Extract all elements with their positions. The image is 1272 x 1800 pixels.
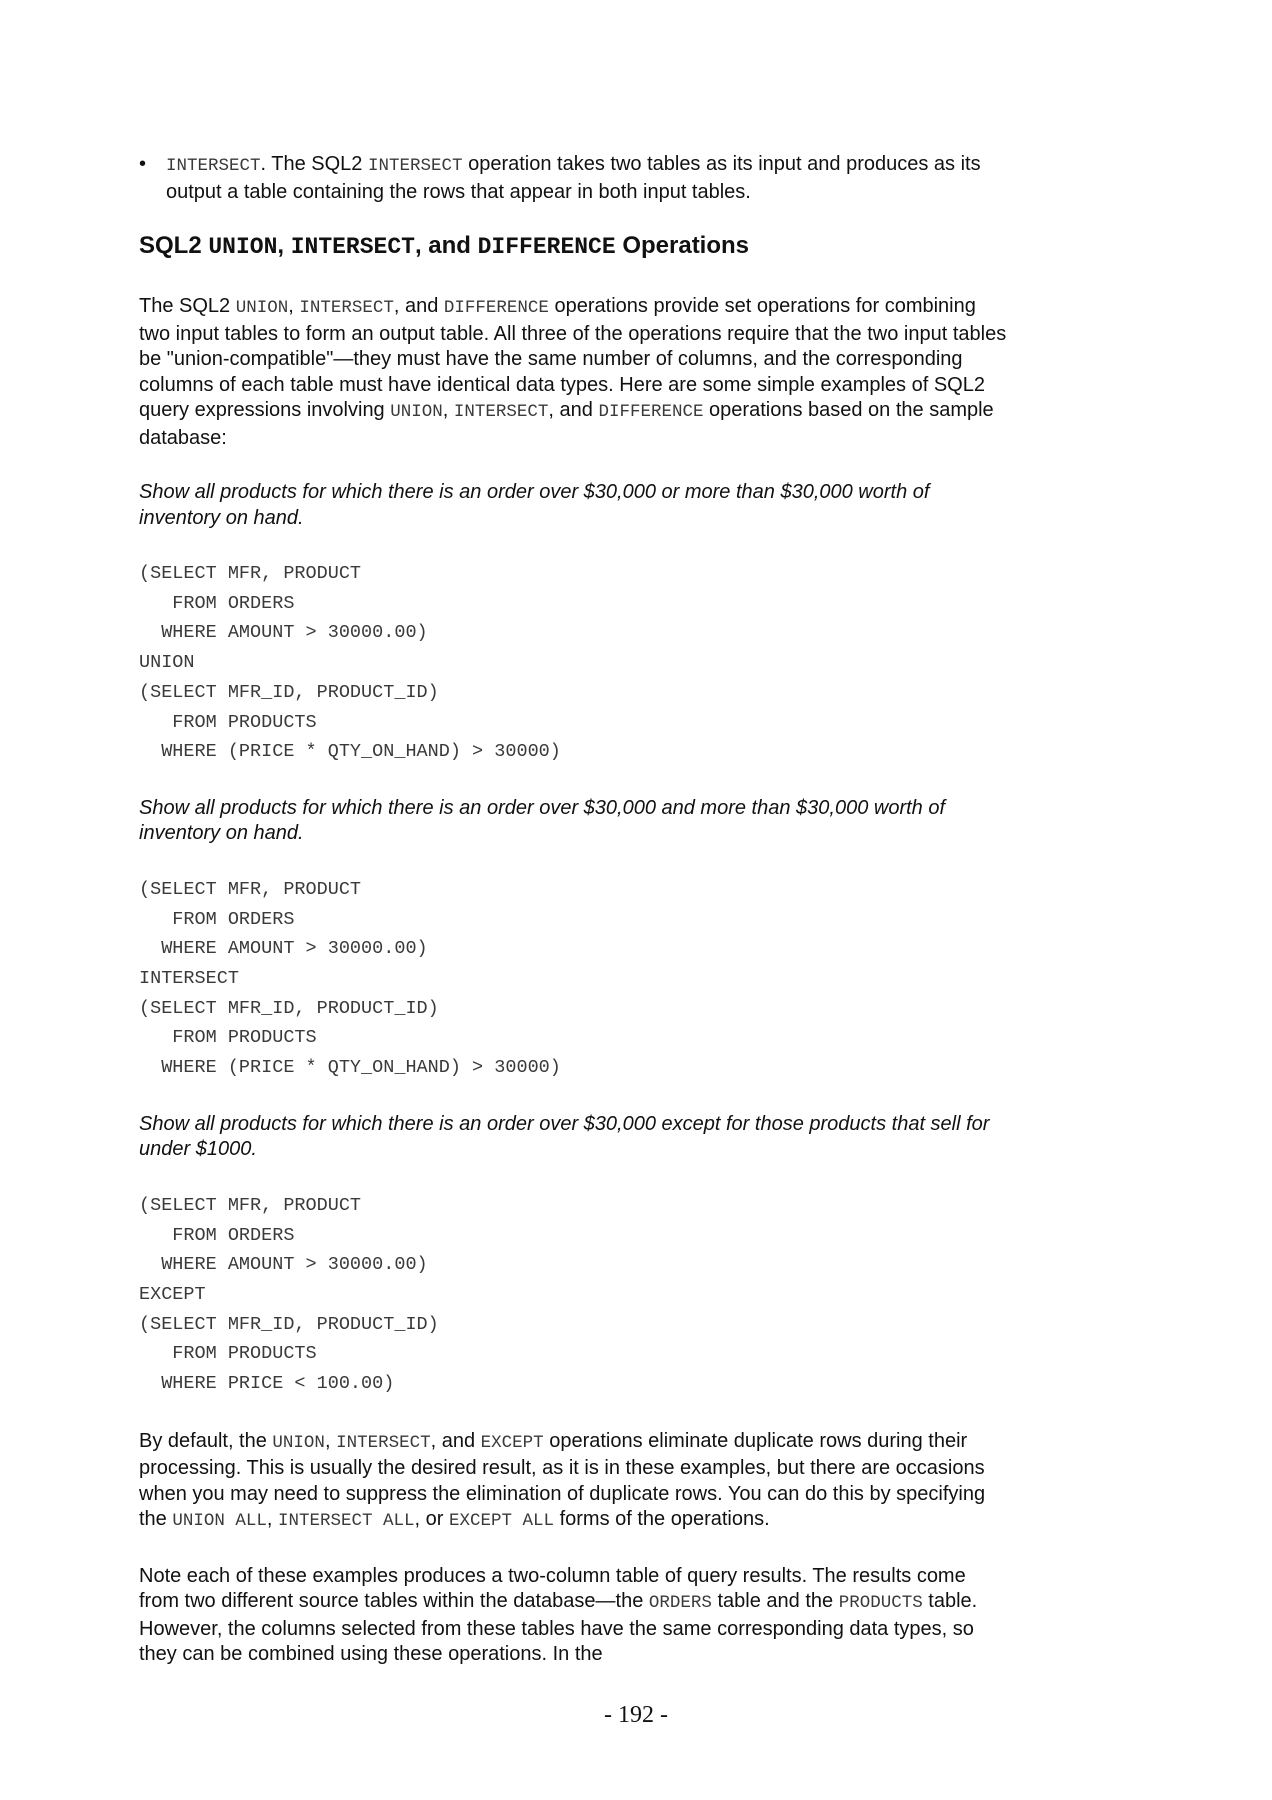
keyword: INTERSECT <box>336 1432 431 1453</box>
heading-keyword: DIFFERENCE <box>477 234 616 260</box>
section-heading <box>139 231 1009 262</box>
keyword: ORDERS <box>648 1593 712 1614</box>
text: , <box>266 1508 278 1531</box>
keyword: DIFFERENCE <box>443 298 549 318</box>
text: operations provide set operations for combining two input tables to form an output table. All three of the operations require that the two input tables be "union-compatible"—they must have the same number of columns, and the corresponding columns of each table must have identical data types. Here are some simple examples of SQL2 query expressions involving <box>139 295 1007 421</box>
text: operations eliminate duplicate rows during their processing. This is usually the desired result, as it is in these examples, but there are occasions when you may need to suppress the elimination of duplicate rows. You can do this by specifying the <box>139 1429 986 1531</box>
text: The SQL2 <box>139 295 236 317</box>
text: forms of the operations. <box>554 1508 770 1531</box>
keyword: UNION ALL <box>172 1511 267 1532</box>
keyword: EXCEPT ALL <box>448 1511 555 1532</box>
heading-text: Operations <box>615 232 750 259</box>
text: . The SQL2 <box>260 153 368 175</box>
text: operation takes two tables as its input and produces as its output a table containing the rows that appear in both input tables. <box>166 153 981 203</box>
defaults-paragraph <box>139 1429 1009 1535</box>
page-body <box>139 152 1009 1668</box>
bullet-intersect <box>139 152 1009 205</box>
keyword: UNION <box>390 402 443 422</box>
text: table and the <box>711 1590 839 1613</box>
code-block-union: (SELECT MFR, PRODUCT FROM ORDERS WHERE AMOUNT > 30000.00) UNION (SELECT MFR_ID, PRODUCT_ID) FROM PRODUCTS WHERE (PRICE * QTY_ON_HAND) > 30000) <box>139 563 561 763</box>
example-title-intersect: Show all products for which there is an order over $30,000 and more than $30,000 worth of inventory on hand. <box>139 796 946 845</box>
keyword: PRODUCTS <box>838 1593 923 1614</box>
text: , <box>442 399 454 421</box>
code-block-except: (SELECT MFR, PRODUCT FROM ORDERS WHERE AMOUNT > 30000.00) EXCEPT (SELECT MFR_ID, PRODUCT_ID) FROM PRODUCTS WHERE PRICE < 100.00) <box>139 1194 439 1395</box>
heading-keyword: UNION <box>208 234 278 260</box>
keyword: INTERSECT <box>368 156 463 176</box>
intro-paragraph <box>139 294 1009 451</box>
text: By default, the <box>139 1429 273 1452</box>
note-paragraph <box>139 1564 1009 1668</box>
heading-text: , and <box>414 232 478 259</box>
text: operations based on the sample database: <box>139 399 994 449</box>
keyword: DIFFERENCE <box>598 402 704 422</box>
page-number: - 192 - <box>604 1702 668 1728</box>
keyword: UNION <box>272 1432 325 1453</box>
text: , <box>288 295 300 317</box>
keyword: INTERSECT <box>453 402 549 422</box>
text: Note each of these examples produces a two-column table of query results. The results come from two different source tables within the database—the <box>139 1564 966 1613</box>
example-title-except: Show all products for which there is an order over $30,000 except for those products that sell for under $1000. <box>139 1112 990 1161</box>
keyword: INTERSECT <box>166 156 261 176</box>
keyword: EXCEPT <box>480 1432 544 1453</box>
code-block-intersect: (SELECT MFR, PRODUCT FROM ORDERS WHERE AMOUNT > 30000.00) INTERSECT (SELECT MFR_ID, PRODUCT_ID) FROM PRODUCTS WHERE (PRICE * QTY_ON_HAND) > 30000) <box>139 878 561 1079</box>
keyword: UNION <box>235 298 289 318</box>
bullet-mark: • <box>139 153 147 175</box>
text: , and <box>393 295 444 317</box>
heading-text: , <box>277 232 291 259</box>
keyword: INTERSECT ALL <box>278 1511 415 1532</box>
keyword: INTERSECT <box>299 298 394 318</box>
example-title-union: Show all products for which there is an order over $30,000 or more than $30,000 worth of inventory on hand. <box>139 481 930 529</box>
text: , and <box>548 399 599 421</box>
heading-keyword: INTERSECT <box>290 234 415 260</box>
text: , and <box>430 1429 481 1452</box>
heading-text: SQL2 <box>139 232 209 259</box>
text: , or <box>414 1508 449 1531</box>
text: table. However, the columns selected from these tables have the same corresponding data types, so they can be combined using these operations. In the <box>139 1590 978 1666</box>
text: , <box>324 1429 337 1452</box>
